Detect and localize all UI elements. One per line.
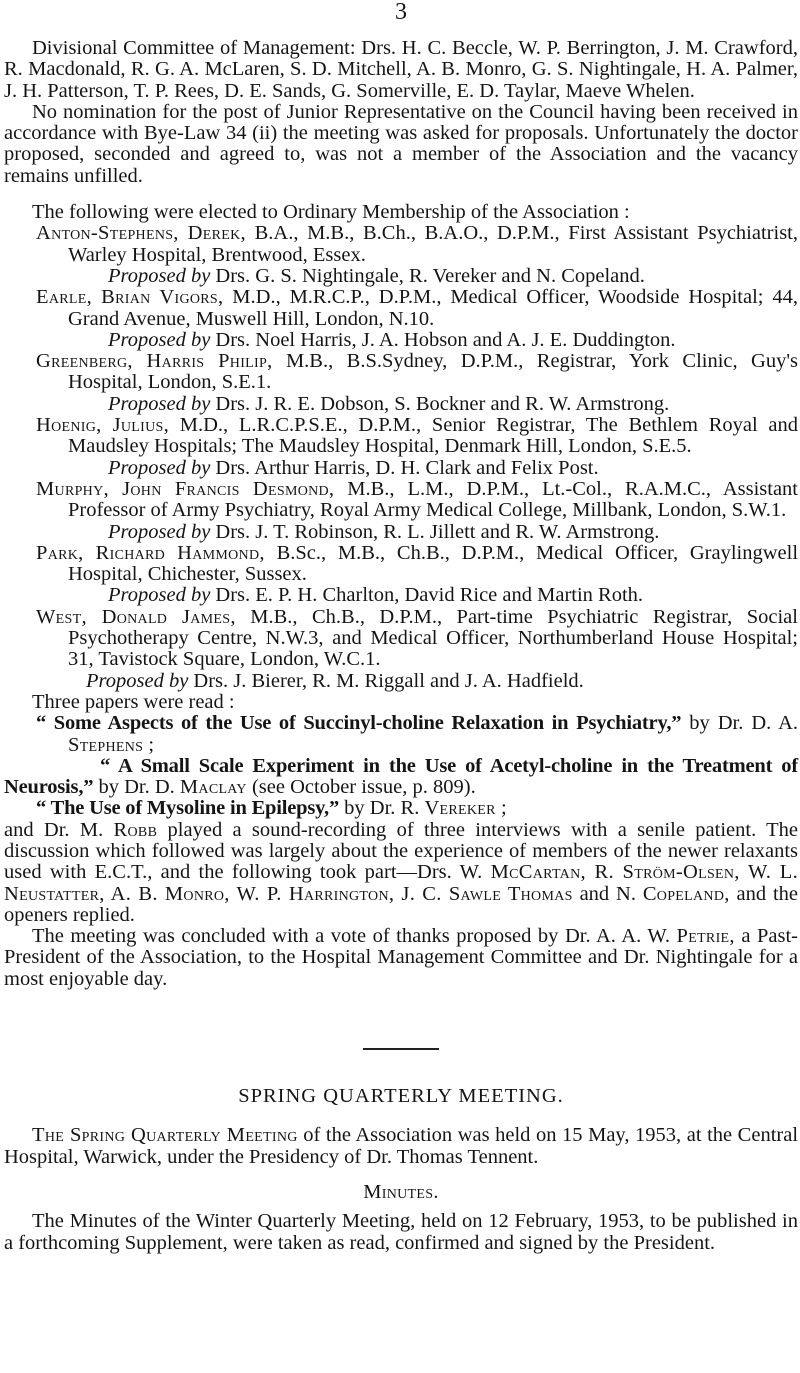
member-name: West, Donald James, bbox=[36, 605, 236, 628]
elected-intro: The following were elected to Ordinary Membership of the Association : bbox=[32, 201, 630, 224]
member-proposers: Proposed by Drs. J. R. E. Dobson, S. Bockner and R. W. Armstrong. bbox=[108, 392, 670, 415]
member-name: Hoenig, Julius, bbox=[36, 414, 170, 437]
recording-paragraph: and Dr. M. Robb played a sound-recording of three interviews with a senile patient. The discussion which followed was largely about the experience of members of the newer relaxants used with E.C.T., and the following took part—Drs. W. McCartan, R. Ström-Olsen, W. L. Neustatter, A. B. Monro, W. P. Harrington, J. C. Sawle Thomas and N. Copeland, and the openers replied. bbox=[4, 818, 799, 926]
member-proposers: Proposed by Drs. J. Bierer, R. M. Riggall and J. A. Hadfield. bbox=[86, 669, 584, 692]
proposed-label: Proposed by bbox=[108, 520, 211, 543]
member-entry bbox=[36, 477, 799, 522]
minutes-paragraph: The Minutes of the Winter Quarterly Meeting, held on 12 February, 1953, to be published in a forthcoming Supplement, were taken as read, confirmed and signed by the President. bbox=[4, 1210, 798, 1254]
member-name: Greenberg, Harris Philip, bbox=[36, 350, 273, 373]
member-name: Murphy, John Francis Desmond, bbox=[36, 477, 335, 500]
paper-title: “ The Use of Mysoline in Epilepsy,” bbox=[36, 797, 340, 820]
member-proposers: Proposed by Drs. G. S. Nightingale, R. Vereker and N. Copeland. bbox=[108, 264, 645, 287]
paper-author: Maclay bbox=[179, 776, 247, 799]
member-details: M.B., Ch.B., D.P.M., Part-time Psychiatric Registrar, Social Psychotherapy Centre, N.W.3, and Medical Officer, Northumberland House Hospital; 31, Tavistock Square, London, W.C.1. bbox=[68, 605, 798, 671]
member-entry bbox=[36, 605, 798, 671]
member-name: Park, Richard Hammond, bbox=[36, 541, 265, 564]
proposed-label: Proposed by bbox=[86, 669, 189, 692]
member-entry bbox=[36, 286, 798, 330]
member-entry bbox=[36, 350, 799, 394]
paper-entry: “ Some Aspects of the Use of Succinyl-choline Relaxation in Psychiatry,” by Dr. D. A. Stephens ; bbox=[36, 712, 798, 756]
committee-paragraph: Divisional Committee of Management: Drs. H. C. Beccle, W. P. Berrington, J. M. Crawford, R. Macdonald, R. G. A. McLaren, S. D. Mitchell, A. B. Monro, G. S. Nightingale, H. A. Palmer, J. H. Patterson, T. P. Rees, D. E. Sands, G. Somerville, E. D. Taylar, Maeve Whelen. bbox=[4, 37, 798, 102]
member-details: M.B., L.M., D.P.M., Lt.-Col., R.A.M.C., Assistant Professor of Army Psychiatry, Royal Army Medical College, Millbank, London, S.W.1. bbox=[68, 477, 799, 522]
proposed-label: Proposed by bbox=[108, 392, 211, 415]
member-proposers: Proposed by Drs. Arthur Harris, D. H. Clark and Felix Post. bbox=[108, 456, 599, 479]
nomination-paragraph: No nomination for the post of Junior Representative on the Council having been received in accordance with Bye-Law 34 (ii) the meeting was asked for proposals. Unfortunately the doctor proposed, seconded and agreed to, was not a member of the Association and the vacancy remains unfilled. bbox=[4, 100, 798, 187]
spring-paragraph: The Spring Quarterly Meeting of the Association was held on 15 May, 1953, at the Central Hospital, Warwick, under the Presidency of Dr. Thomas Tennent. bbox=[4, 1124, 799, 1168]
member-list bbox=[4, 223, 798, 692]
paper-title: “ A Small Scale Experiment in the Use of Acetyl-choline in the Treatment of Neurosis,” bbox=[4, 754, 798, 799]
paper-entry: “ A Small Scale Experiment in the Use of Acetyl-choline in the Treatment of Neurosis,” by Dr. D. Maclay (see October issue, p. 809). bbox=[4, 754, 798, 799]
papers-intro: Three papers were read : bbox=[32, 690, 235, 713]
page-number: 3 bbox=[395, 0, 407, 25]
section-heading: SPRING QUARTERLY MEETING. bbox=[238, 1085, 564, 1108]
proposed-label: Proposed by bbox=[108, 584, 211, 607]
proposed-label: Proposed by bbox=[108, 264, 211, 287]
member-entry bbox=[36, 414, 798, 458]
member-proposers: Proposed by Drs. J. T. Robinson, R. L. Jillett and R. W. Armstrong. bbox=[108, 520, 660, 543]
proposed-label: Proposed by bbox=[108, 456, 211, 479]
member-details: M.B., B.S.Sydney, D.P.M., Registrar, York Clinic, Guy's Hospital, London, S.E.1. bbox=[68, 350, 799, 394]
papers-list bbox=[4, 713, 798, 819]
paper-title: “ Some Aspects of the Use of Succinyl-choline Relaxation in Psychiatry,” bbox=[36, 712, 682, 735]
member-name: Earle, Brian Vigors, bbox=[36, 286, 224, 309]
conclusion-paragraph: The meeting was concluded with a vote of thanks proposed by Dr. A. A. W. Petrie, a Past-President of the Association, to the Hospital Management Committee and Dr. Nightingale for a most enjoyable day. bbox=[4, 925, 798, 990]
member-proposers: Proposed by Drs. Noel Harris, J. A. Hobson and A. J. E. Duddington. bbox=[108, 328, 676, 351]
member-name: Anton-Stephens, Derek, bbox=[36, 222, 246, 245]
member-proposers: Proposed by Drs. E. P. H. Charlton, David Rice and Martin Roth. bbox=[108, 584, 644, 607]
member-entry bbox=[36, 222, 798, 266]
member-entry bbox=[36, 541, 799, 586]
document-page bbox=[4, 0, 798, 1254]
member-details: M.D., L.R.C.P.S.E., D.P.M., Senior Registrar, The Bethlem Royal and Maudsley Hospitals; The Maudsley Hospital, Denmark Hill, London, S.E.5. bbox=[68, 414, 798, 458]
member-details: M.D., M.R.C.P., D.P.M., Medical Officer, Woodside Hospital; 44, Grand Avenue, Muswell Hill, London, N.10. bbox=[68, 286, 798, 330]
paper-author: Vereker bbox=[424, 797, 496, 820]
member-details: B.Sc., M.B., Ch.B., D.P.M., Medical Officer, Graylingwell Hospital, Chichester, Sussex. bbox=[68, 541, 799, 586]
paper-author: Stephens bbox=[68, 733, 144, 756]
minutes-heading: Minutes. bbox=[363, 1180, 439, 1203]
proposed-label: Proposed by bbox=[108, 328, 211, 351]
member-details: B.A., M.B., B.Ch., B.A.O., D.P.M., First Assistant Psychiatrist, Warley Hospital, Brentwood, Essex. bbox=[68, 222, 798, 266]
paper-entry: “ The Use of Mysoline in Epilepsy,” by Dr. R. Vereker ; bbox=[36, 797, 507, 820]
